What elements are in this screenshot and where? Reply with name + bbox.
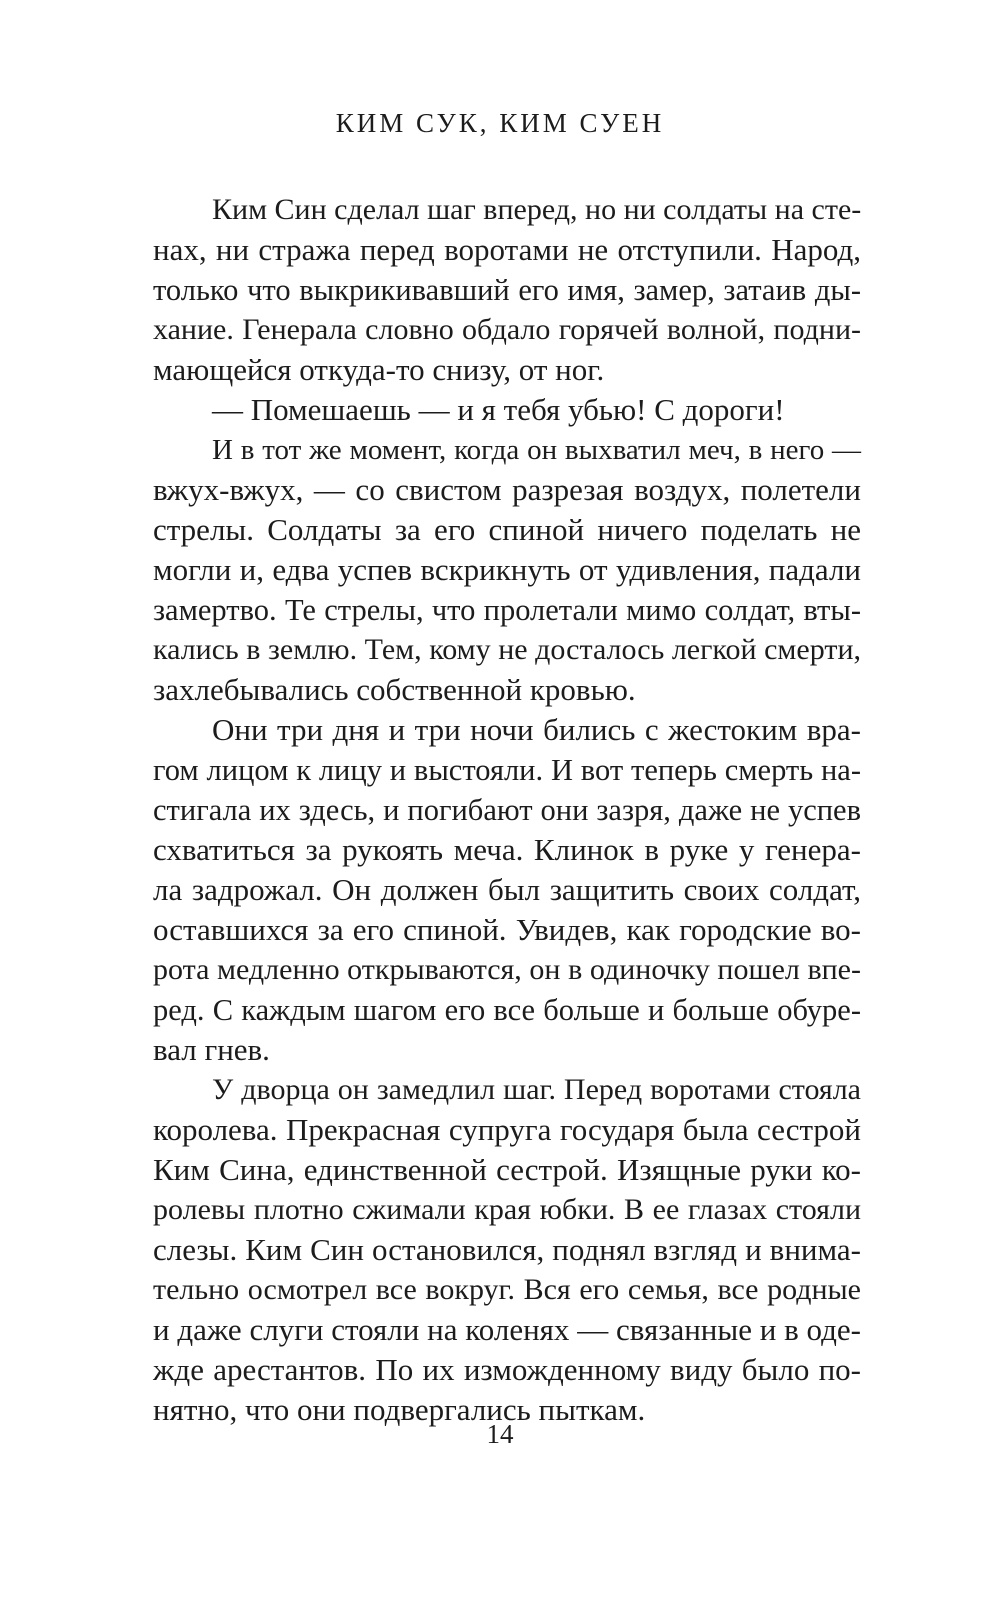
text-line: схватиться за рукоять меча. Клинок в руке у генера- bbox=[153, 832, 861, 867]
text-line: вал гнев. bbox=[153, 1032, 270, 1067]
text-line: замертво. Те стрелы, что пролетали мимо солдат, вты- bbox=[153, 593, 861, 627]
text-line: ред. С каждым шагом его все больше и больше обуре- bbox=[153, 993, 861, 1027]
text-line: Они три дня и три ночи бились с жестоким вра- bbox=[212, 712, 861, 747]
text-line: оставшихся за его спиной. Увидев, как городские во- bbox=[153, 912, 861, 947]
text-line: стрелы. Солдаты за его спиной ничего поделать не bbox=[153, 512, 861, 547]
text-line: нятно, что они подвергались пыткам. bbox=[153, 1392, 646, 1427]
text-line: хание. Генерала словно обдало горячей волной, подни- bbox=[153, 313, 861, 346]
text-line: только что выкрикивавший его имя, замер, затаив ды- bbox=[153, 273, 861, 307]
running-header: КИМ СУК, КИМ СУЕН bbox=[335, 108, 665, 138]
text-line: ла задрожал. Он должен был защитить своих солдат, bbox=[153, 872, 861, 907]
text-line: ролевы плотно сжимали края юбки. В ее глазах стояли bbox=[153, 1193, 861, 1226]
text-line: слезы. Ким Син остановился, поднял взгляд и внима- bbox=[153, 1232, 861, 1267]
text-line: могли и, едва успев вскрикнуть от удивления, падали bbox=[153, 552, 861, 587]
text-line: жде арестантов. По их изможденному виду было по- bbox=[153, 1352, 861, 1387]
text-line: нах, ни стража перед воротами не отступили. Народ, bbox=[153, 232, 861, 267]
text-line: Ким Син сделал шаг вперед, но ни солдаты на сте- bbox=[212, 193, 862, 226]
text-line: вжух-вжух, — со свистом разрезая воздух, полетели bbox=[153, 472, 861, 507]
text-line: стигала их здесь, и погибают они зазря, даже не успев bbox=[153, 793, 861, 827]
text-line: гом лицом к лицу и выстояли. И вот теперь смерть на- bbox=[153, 753, 861, 787]
text-line: захлебывались собственной кровью. bbox=[153, 672, 636, 707]
text-line: королева. Прекрасная супруга государя была сестрой bbox=[153, 1112, 861, 1147]
dialogue-line: — Помешаешь — и я тебя убью! С дороги! bbox=[212, 392, 785, 427]
page-body bbox=[153, 190, 861, 1430]
text-line: И в тот же момент, когда он выхватил меч, в него — bbox=[212, 434, 861, 466]
text-line: Ким Сина, единственной сестрой. Изящные руки ко- bbox=[153, 1152, 861, 1187]
text-line: тельно осмотрел все вокруг. Вся его семья, все родные bbox=[153, 1273, 861, 1306]
text-line: У дворца он замедлил шаг. Перед воротами стояла bbox=[212, 1073, 861, 1106]
text-line: рота медленно открываются, он в одиночку пошел впе- bbox=[153, 953, 861, 986]
page-number: 14 bbox=[486, 1419, 514, 1449]
text-line: кались в землю. Тем, кому не досталось легкой смерти, bbox=[153, 633, 861, 666]
text-line: мающейся откуда-то снизу, от ног. bbox=[153, 352, 605, 387]
text-line: и даже слуги стояли на коленях — связанные и в оде- bbox=[153, 1312, 861, 1347]
